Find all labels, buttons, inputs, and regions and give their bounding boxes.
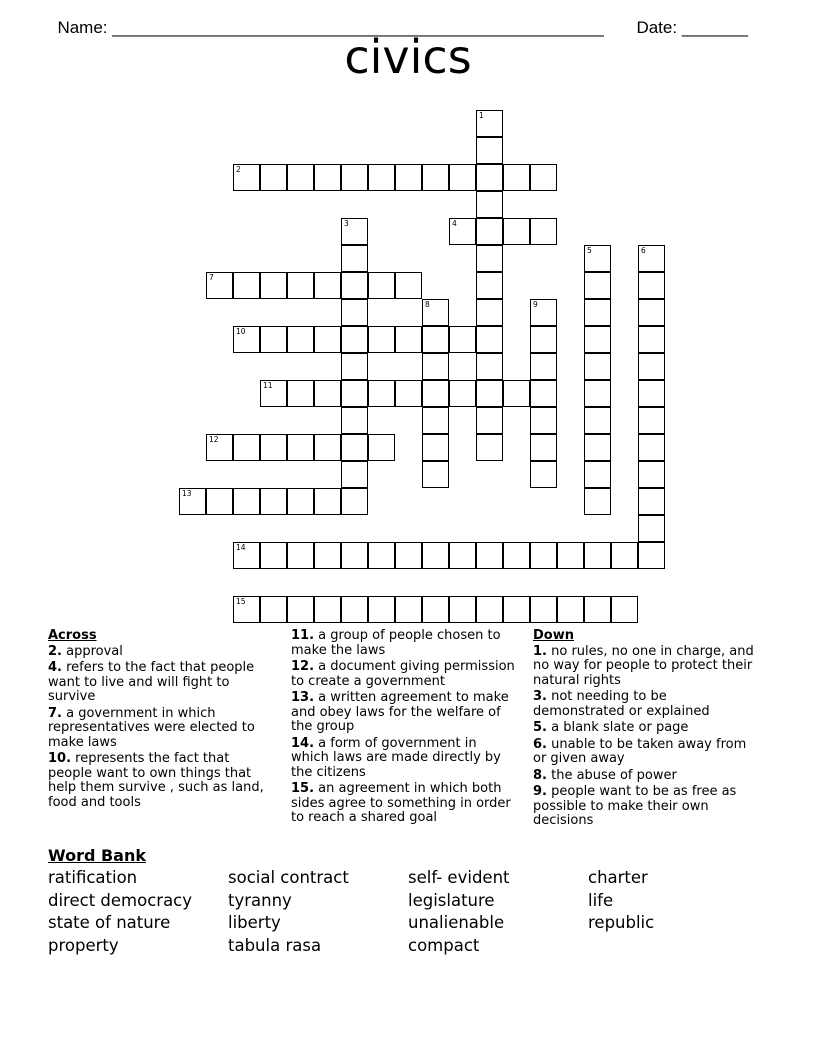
crossword-cell[interactable] — [476, 326, 503, 353]
crossword-cell[interactable] — [422, 434, 449, 461]
clue-text: unable to be taken away from or given away — [533, 736, 747, 766]
clue-number: 6 — [641, 246, 646, 255]
clue-item — [533, 645, 755, 689]
crossword-cell[interactable] — [341, 542, 368, 569]
crossword-cell[interactable] — [395, 380, 422, 407]
crossword-cell[interactable] — [395, 542, 422, 569]
crossword-cell[interactable] — [584, 299, 611, 326]
crossword-cell[interactable] — [530, 380, 557, 407]
clue-number: 13 — [182, 489, 192, 498]
crossword-cell[interactable] — [638, 326, 665, 353]
crossword-cell[interactable] — [530, 434, 557, 461]
crossword-cell[interactable] — [449, 326, 476, 353]
crossword-cell[interactable] — [341, 380, 368, 407]
clue-item — [533, 738, 755, 767]
clue-item — [533, 690, 755, 719]
crossword-cell[interactable] — [530, 299, 557, 326]
word-bank-word: republic — [588, 913, 655, 933]
crossword-cell[interactable] — [368, 164, 395, 191]
crossword-cell[interactable] — [638, 245, 665, 272]
word-bank-word: direct democracy — [48, 890, 193, 910]
crossword-cell[interactable] — [341, 299, 368, 326]
crossword-cell[interactable] — [476, 245, 503, 272]
crossword-cell[interactable] — [530, 164, 557, 191]
clue-number: 12 — [209, 435, 219, 444]
crossword-cell[interactable] — [368, 272, 395, 299]
crossword-cell[interactable] — [476, 380, 503, 407]
clue-number: 10 — [236, 327, 246, 336]
clue-text: a blank slate or page — [546, 720, 689, 735]
crossword-cell[interactable] — [260, 326, 287, 353]
clue-item — [48, 645, 273, 660]
word-bank-word: self- evident — [408, 868, 510, 887]
crossword-cell[interactable] — [233, 488, 260, 515]
crossword-cell[interactable] — [476, 191, 503, 218]
crossword-cell[interactable] — [422, 164, 449, 191]
crossword-cell[interactable] — [260, 272, 287, 299]
crossword-cell[interactable] — [476, 542, 503, 569]
crossword-cell[interactable] — [584, 434, 611, 461]
date-label: Date: — [636, 18, 682, 37]
clue-number-label: 1. — [533, 643, 547, 659]
crossword-cell[interactable] — [341, 164, 368, 191]
crossword-cell[interactable] — [449, 542, 476, 569]
crossword-cell[interactable] — [503, 164, 530, 191]
down-clues-column — [533, 629, 755, 831]
clue-item — [48, 707, 273, 751]
clue-number: 5 — [587, 246, 592, 255]
crossword-cell[interactable] — [395, 272, 422, 299]
across-clues-column-1 — [48, 629, 273, 812]
crossword-cell[interactable] — [287, 542, 314, 569]
clue-item — [533, 721, 755, 736]
clue-number: 7 — [209, 273, 214, 282]
crossword-cell[interactable] — [341, 434, 368, 461]
clue-number-label: 3. — [533, 689, 547, 704]
crossword-cell[interactable] — [287, 272, 314, 299]
crossword-cell[interactable] — [260, 380, 287, 407]
clue-number-label: 9. — [533, 784, 547, 799]
clue-text: no rules, no one in charge, and no way for people to protect their natural rights — [533, 643, 754, 688]
crossword-cell[interactable] — [341, 461, 368, 488]
crossword-cell[interactable] — [341, 218, 368, 245]
clue-text: a document giving permission to create a government — [291, 659, 515, 689]
crossword-cell[interactable] — [260, 542, 287, 569]
clue-number: 9 — [533, 300, 538, 309]
clue-text: people want to be as free as possible to make their own decisions — [533, 784, 737, 828]
clue-number-label: 4. — [48, 660, 62, 675]
clue-item — [291, 629, 516, 658]
crossword-cell[interactable] — [476, 596, 503, 623]
crossword-cell[interactable] — [233, 164, 260, 191]
clue-number: 4 — [452, 219, 457, 228]
crossword-cell[interactable] — [341, 353, 368, 380]
across-clues-column-2 — [291, 629, 516, 828]
crossword-cell[interactable] — [233, 326, 260, 353]
clue-text: not needing to be demonstrated or explained — [533, 689, 710, 719]
clue-number-label: 7. — [48, 705, 62, 721]
crossword-cell[interactable] — [287, 164, 314, 191]
crossword-cell[interactable] — [530, 542, 557, 569]
clue-number-label: 8. — [533, 767, 547, 783]
word-bank-column — [48, 867, 192, 958]
crossword-cell[interactable] — [449, 164, 476, 191]
clue-number-label: 12. — [291, 659, 315, 674]
crossword-cell[interactable] — [638, 434, 665, 461]
crossword-cell[interactable] — [530, 353, 557, 380]
clue-text: a group of people chosen to make the laws — [291, 628, 501, 658]
crossword-cell[interactable] — [395, 326, 422, 353]
crossword-cell[interactable] — [287, 326, 314, 353]
crossword-cell[interactable] — [476, 407, 503, 434]
clue-item — [291, 660, 516, 689]
word-bank-word: compact — [408, 936, 480, 956]
clue-text: an agreement in which both sides agree to something in order to reach a shared goal — [291, 781, 511, 825]
crossword-cell[interactable] — [584, 488, 611, 515]
crossword-cell[interactable] — [584, 596, 611, 623]
crossword-cell[interactable] — [314, 164, 341, 191]
crossword-cell[interactable] — [341, 488, 368, 515]
crossword-cell[interactable] — [206, 272, 233, 299]
crossword-cell[interactable] — [341, 326, 368, 353]
crossword-cell[interactable] — [233, 434, 260, 461]
word-bank-word: legislature — [408, 890, 495, 910]
crossword-cell[interactable] — [611, 542, 638, 569]
clue-number-label: 10. — [48, 751, 72, 766]
clue-text: a form of government in which laws are made directly by the citizens — [291, 735, 501, 780]
crossword-cell[interactable] — [530, 596, 557, 623]
crossword-cell[interactable] — [449, 380, 476, 407]
crossword-cell[interactable] — [206, 488, 233, 515]
crossword-cell[interactable] — [476, 137, 503, 164]
clue-number: 8 — [425, 300, 430, 309]
clue-number: 1 — [479, 111, 484, 120]
clue-number-label: 14. — [291, 735, 315, 751]
clue-text: refers to the fact that people want to live and will fight to survive — [48, 660, 255, 704]
crossword-cell[interactable] — [503, 380, 530, 407]
word-bank-word: life — [588, 890, 614, 910]
clue-item — [48, 752, 273, 810]
page-title: civics — [344, 30, 472, 84]
crossword-cell[interactable] — [584, 380, 611, 407]
word-bank-word: unalienable — [408, 913, 505, 933]
clue-number-label: 2. — [48, 643, 62, 659]
crossword-cell[interactable] — [233, 596, 260, 623]
crossword-cell[interactable] — [314, 488, 341, 515]
crossword-cell[interactable] — [449, 596, 476, 623]
crossword-cell[interactable] — [341, 245, 368, 272]
clue-text: a government in which representatives were elected to make laws — [48, 705, 255, 750]
crossword-cell[interactable] — [638, 461, 665, 488]
date-line[interactable]: _______ — [681, 18, 748, 37]
crossword-cell[interactable] — [638, 515, 665, 542]
crossword-cell[interactable] — [638, 407, 665, 434]
word-bank-column — [588, 867, 654, 935]
clue-text: a written agreement to make and obey laws for the welfare of the group — [291, 690, 509, 734]
clue-number: 3 — [344, 219, 349, 228]
crossword-cell[interactable] — [611, 596, 638, 623]
crossword-cell[interactable] — [638, 299, 665, 326]
clue-item — [533, 785, 755, 829]
crossword-cell[interactable] — [314, 380, 341, 407]
clue-item — [48, 661, 273, 705]
across-heading: Across — [48, 628, 97, 643]
clue-item — [533, 769, 755, 784]
crossword-cell[interactable] — [584, 272, 611, 299]
crossword-cell[interactable] — [179, 488, 206, 515]
clue-item — [291, 782, 516, 826]
word-bank-word: state of nature — [48, 913, 171, 933]
crossword-cell[interactable] — [476, 353, 503, 380]
crossword-cell[interactable] — [422, 326, 449, 353]
crossword-cell[interactable] — [584, 326, 611, 353]
word-bank-word: tyranny — [228, 890, 292, 910]
crossword-cell[interactable] — [422, 596, 449, 623]
crossword-cell[interactable] — [314, 434, 341, 461]
crossword-cell[interactable] — [368, 542, 395, 569]
crossword-cell[interactable] — [287, 434, 314, 461]
crossword-cell[interactable] — [341, 596, 368, 623]
clue-number-label: 11. — [291, 628, 315, 643]
crossword-cell[interactable] — [341, 272, 368, 299]
crossword-cell[interactable] — [395, 164, 422, 191]
crossword-cell[interactable] — [341, 407, 368, 434]
crossword-cell[interactable] — [314, 326, 341, 353]
clue-text: approval — [61, 643, 123, 659]
crossword-cell[interactable] — [422, 353, 449, 380]
crossword-cell[interactable] — [530, 461, 557, 488]
word-bank-word: social contract — [228, 868, 349, 887]
down-heading: Down — [533, 628, 574, 643]
crossword-cell[interactable] — [476, 164, 503, 191]
crossword-cell[interactable] — [449, 218, 476, 245]
crossword-cell[interactable] — [503, 596, 530, 623]
word-bank-word: liberty — [228, 913, 281, 933]
clue-number-label: 15. — [291, 781, 315, 796]
crossword-cell[interactable] — [476, 272, 503, 299]
crossword-cell[interactable] — [368, 326, 395, 353]
crossword-cell[interactable] — [638, 488, 665, 515]
crossword-cell[interactable] — [368, 380, 395, 407]
crossword-cell[interactable] — [314, 542, 341, 569]
name-line[interactable]: ____________________________________________________ — [112, 18, 604, 37]
crossword-cell[interactable] — [422, 461, 449, 488]
crossword-cell[interactable] — [395, 596, 422, 623]
crossword-cell[interactable] — [422, 407, 449, 434]
crossword-cell[interactable] — [422, 380, 449, 407]
crossword-cell[interactable] — [476, 218, 503, 245]
clue-number-label: 13. — [291, 690, 315, 705]
crossword-cell[interactable] — [287, 488, 314, 515]
crossword-cell[interactable] — [638, 272, 665, 299]
crossword-cell[interactable] — [233, 542, 260, 569]
crossword-cell[interactable] — [476, 110, 503, 137]
crossword-cell[interactable] — [503, 218, 530, 245]
crossword-cell[interactable] — [584, 407, 611, 434]
crossword-cell[interactable] — [368, 596, 395, 623]
crossword-cell[interactable] — [584, 542, 611, 569]
crossword-cell[interactable] — [260, 596, 287, 623]
crossword-cell[interactable] — [233, 272, 260, 299]
crossword-cell[interactable] — [287, 596, 314, 623]
crossword-cell[interactable] — [260, 164, 287, 191]
crossword-cell[interactable] — [638, 353, 665, 380]
crossword-cell[interactable] — [557, 542, 584, 569]
crossword-cell[interactable] — [368, 434, 395, 461]
crossword-cell[interactable] — [260, 488, 287, 515]
clue-number: 11 — [263, 381, 273, 390]
clue-number-label: 5. — [533, 720, 547, 735]
name-label: Name: — [57, 18, 113, 37]
word-bank-word: tabula rasa — [228, 936, 322, 956]
crossword-cell[interactable] — [638, 542, 665, 569]
clue-item — [291, 737, 516, 781]
word-bank-column — [228, 867, 349, 958]
crossword-cell[interactable] — [206, 434, 233, 461]
crossword-cell[interactable] — [314, 272, 341, 299]
crossword-cell[interactable] — [557, 596, 584, 623]
word-bank-title: Word Bank — [48, 846, 147, 865]
crossword-cell[interactable] — [530, 218, 557, 245]
crossword-cell[interactable] — [314, 596, 341, 623]
clue-text: the abuse of power — [546, 767, 677, 783]
crossword-cell[interactable] — [584, 353, 611, 380]
word-bank-column — [408, 867, 510, 958]
word-bank-word: ratification — [48, 868, 138, 887]
clue-number: 14 — [236, 543, 246, 552]
clue-item — [291, 691, 516, 735]
clue-number-label: 6. — [533, 736, 547, 752]
crossword-cell[interactable] — [584, 245, 611, 272]
word-bank-word: property — [48, 936, 119, 956]
crossword-cell[interactable] — [503, 542, 530, 569]
crossword-cell[interactable] — [638, 380, 665, 407]
crossword-cell[interactable] — [530, 326, 557, 353]
crossword-cell[interactable] — [422, 542, 449, 569]
crossword-cell[interactable] — [476, 299, 503, 326]
crossword-cell[interactable] — [476, 434, 503, 461]
clue-number: 15 — [236, 597, 246, 606]
crossword-cell[interactable] — [584, 461, 611, 488]
crossword-cell[interactable] — [422, 299, 449, 326]
word-bank-word: charter — [588, 868, 648, 887]
clue-number: 2 — [236, 165, 241, 174]
crossword-cell[interactable] — [287, 380, 314, 407]
crossword-cell[interactable] — [260, 434, 287, 461]
clue-text: represents the fact that people want to own things that help them survive , such as land, food and tools — [48, 751, 264, 810]
crossword-cell[interactable] — [530, 407, 557, 434]
